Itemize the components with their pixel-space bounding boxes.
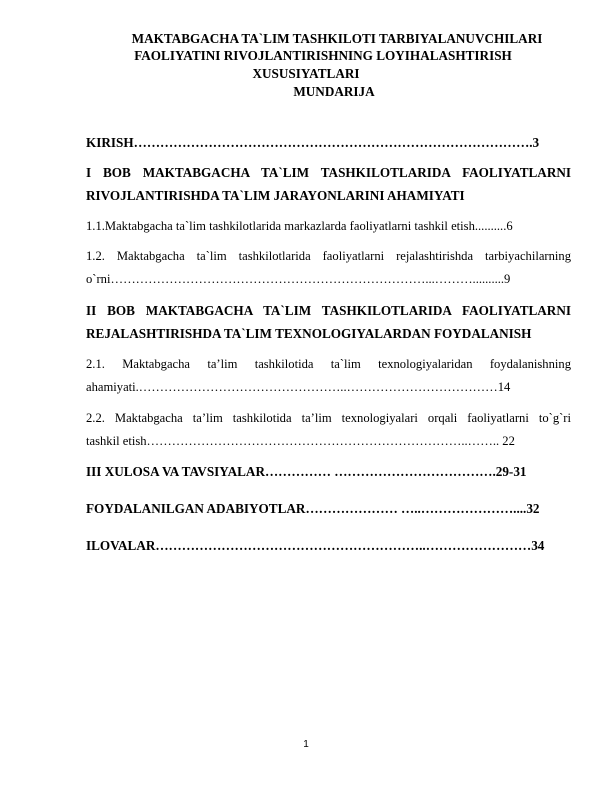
toc-entry-section-1-2[interactable] bbox=[86, 245, 571, 290]
toc-entry-appendices[interactable] bbox=[86, 535, 571, 558]
document-title-line-1: MAKTABGACHA TA`LIM TASHKILOTI TARBIYALANUVCHILARI bbox=[131, 31, 543, 46]
toc-entry-text: I BOB MAKTABGACHA TA`LIM TASHKILOTLARIDA FAOLIYATLARNI bbox=[86, 165, 571, 180]
toc-entry-section-2-1[interactable] bbox=[86, 353, 571, 398]
toc-entry-section-2-2[interactable] bbox=[86, 407, 571, 452]
toc-entry-text: III XULOSA VA TAVSIYALAR…………… ……………………………….29-31 bbox=[86, 464, 527, 479]
toc-entry-text: REJALASHTIRISHDA TA`LIM TEXNOLOGIYALARDAN FOYDALANISH bbox=[86, 325, 532, 341]
toc-entry-text: RIVOJLANTIRISHDA TA`LIM JARAYONLARINI AHAMIYATI bbox=[86, 187, 465, 203]
toc-entry-text: 2.1. Maktabgacha ta’lim tashkilotida ta`lim texnologiyalaridan foydalanishning bbox=[86, 357, 571, 371]
toc-entry-text: ahamiyati.…………………………………………..………………………………14 bbox=[86, 379, 511, 394]
toc-entry-text: KIRISH……………………………………………………………………………….3 bbox=[86, 135, 540, 150]
toc-entry-section-1-1[interactable] bbox=[86, 215, 571, 238]
document-title-line-3: XUSUSIYATLARI bbox=[252, 66, 360, 81]
toc-entry-text: ILOVALAR……………………………………………………..……………………34 bbox=[86, 538, 545, 553]
toc-entry-kirish[interactable] bbox=[86, 132, 571, 155]
toc-entry-chapter-1[interactable] bbox=[86, 162, 571, 207]
toc-entry-text: 1.2. Maktabgacha ta`lim tashkilotlarida faoliyatlarni rejalashtirishda tarbiyachilarning bbox=[86, 249, 571, 263]
toc-entry-text: II BOB MAKTABGACHA TA`LIM TASHKILOTLARIDA FAOLIYATLARNI bbox=[86, 303, 571, 318]
toc-entry-text: 2.2. Maktabgacha ta’lim tashkilotida ta’lim texnologiyalari orqali faoliyatlarni to`g`ri bbox=[86, 411, 571, 425]
toc-entry-text: tashkil etish…………………………………………………………………..…….. 22 bbox=[86, 433, 515, 448]
page-number: 1 bbox=[303, 739, 309, 750]
toc-entry-text: o`rni…………………………………………………………………...………..........9 bbox=[86, 271, 511, 286]
contents-heading: MUNDARIJA bbox=[293, 84, 375, 99]
toc-entry-text: 1.1.Maktabgacha ta`lim tashkilotlarida markazlarda faoliyatlarni tashkil etish..........6 bbox=[86, 219, 513, 233]
toc-entry-references[interactable] bbox=[86, 498, 571, 521]
document-title-line-2: FAOLIYATINI RIVOJLANTIRISHNING LOYIHALASHTIRISH bbox=[134, 48, 512, 63]
toc-entry-conclusion[interactable] bbox=[86, 461, 571, 484]
toc-entry-text: FOYDALANILGAN ADABIYOTLAR………………… …..…………………....32 bbox=[86, 501, 540, 516]
toc-entry-chapter-2[interactable] bbox=[86, 300, 571, 345]
